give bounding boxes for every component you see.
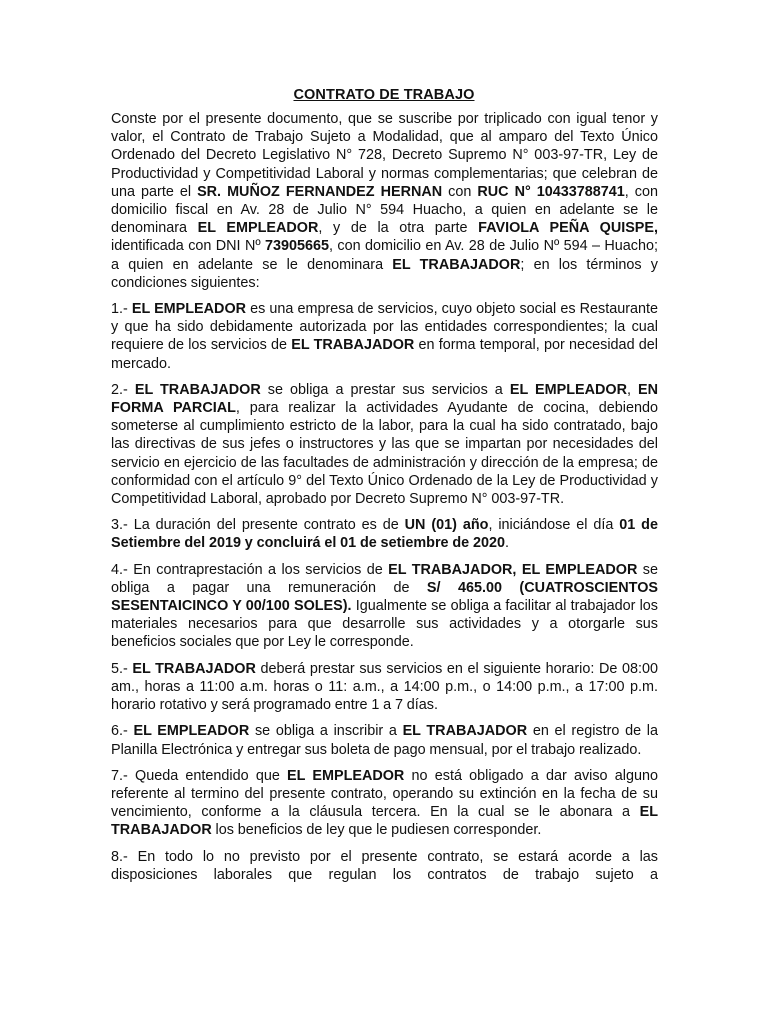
bold-text: EL TRABAJADOR [111, 804, 658, 839]
bold-text: EL TRABAJADOR, EL EMPLEADOR [388, 561, 638, 578]
bold-text: EL TRABAJADOR [392, 256, 521, 273]
text-run: , [626, 381, 639, 398]
text-run: 7.- Queda entendido que [111, 767, 288, 784]
text-run: 6.- [111, 723, 134, 740]
text-run: , y de la otra parte [318, 220, 479, 237]
text-run: Igualmente se obliga a facilitar al trabajador los materiales necesarios para que desarrolle sus actividades y a otorgarle sus beneficios sociales que por Ley le corresponde. [111, 598, 658, 651]
text-run: 3.- La duración del presente contrato es de [111, 517, 405, 534]
contract-clause-7 [111, 767, 658, 840]
text-run: 4.- En contraprestación a los servicios de [111, 561, 389, 578]
text-run: se obliga a inscribir a [249, 723, 403, 740]
bold-text: EN FORMA PARCIAL [111, 381, 659, 417]
text-run: 2.- [111, 381, 135, 398]
text-run: ; en los términos y condiciones siguientes: [111, 256, 658, 291]
contract-clause-1 [111, 300, 658, 373]
text-run: identificada con DNI Nº [111, 238, 265, 255]
bold-text: EL EMPLEADOR [509, 381, 627, 398]
contract-clause-6 [111, 722, 658, 758]
bold-text: EL EMPLEADOR [287, 767, 405, 784]
bold-text: RUC N° 10433788741 [477, 183, 625, 200]
contract-clause-3 [111, 516, 658, 552]
text-run: , con domicilio fiscal en Av. 28 de Julio N° 594 Huacho, a quien en adelante se le denominara [111, 183, 658, 237]
text-run: con [442, 183, 478, 200]
bold-text: EL TRABAJADOR [291, 337, 415, 354]
text-run: no está obligado a dar aviso alguno referente al termino del presente contrato, operando su extinción en la fecha de su vencimiento, conforme a la cláusula tercera. En la cual se le abonara a [111, 767, 658, 821]
text-run: 1.- [111, 301, 132, 318]
contract-clause-2 [111, 381, 658, 508]
bold-text: EL EMPLEADOR [197, 220, 319, 237]
text-run: , iniciándose el día [488, 517, 620, 534]
text-run: los beneficios de ley que le pudiesen corresponder. [211, 822, 542, 839]
bold-text: EL TRABAJADOR [134, 381, 261, 398]
text-run: 5.- [111, 660, 133, 677]
bold-text: FAVIOLA PEÑA QUISPE, [478, 220, 659, 237]
contract-clause-5 [111, 660, 658, 715]
page-title: CONTRATO DE TRABAJO [293, 87, 475, 103]
bold-text: SR. MUÑOZ FERNANDEZ HERNAN [197, 183, 443, 200]
bold-text: 73905665 [264, 238, 330, 255]
contract-preamble [111, 110, 658, 292]
text-run: . [504, 535, 509, 552]
bold-text: EL EMPLEADOR [133, 723, 250, 740]
contract-clause-4 [111, 561, 658, 652]
text-run: en forma temporal, por necesidad del mercado. [111, 337, 658, 372]
bold-text: UN (01) año [404, 517, 489, 534]
bold-text: EL TRABAJADOR [132, 660, 256, 677]
contract-body [111, 110, 658, 892]
text-run: , para realizar la actividades Ayudante de cocina, debiendo someterse al cumplimiento estricto de la labor, para la cual ha sido contratado, bajo las directivas de sus jefes o instructores y las que se impartan por necesidades del servicio en ejercicio de las facultades de administración y dirección de la empresa; de conformidad con el artículo 9° del Texto Único Ordenado de la Ley de Productividad y Competitividad Laboral, aprobado por Decreto Supremo N° 003-97-TR. [111, 400, 658, 508]
text-run: deberá prestar sus servicios en el siguiente horario: De 08:00 am., horas a 11:00 a.m. horas o 11: a.m., a 14:00 p.m., o 14:00 p.m., a 17:00 p.m. horario rotativo y será programado entre 1 a 7 días. [111, 660, 658, 714]
text-run: se obliga a pagar una remuneración de [111, 561, 658, 596]
text-run: Conste por el presente documento, que se suscribe por triplicado con igual tenor y valor, el Contrato de Trabajo Sujeto a Modalidad, que al amparo del Texto Único Ordenado del Decreto Legislativo N° 728, Decreto Supremo N° 003-97-TR, Ley de Productividad y Competitividad Laboral y normas complementarias; que celebran de una parte el [111, 111, 658, 200]
bold-text: S/ 465.00 (CUATROSCIENTOS SESENTAICINCO Y 00/100 SOLES). [111, 579, 658, 615]
text-run: 8.- En todo lo no previsto por el presente contrato, se estará acorde a las disposiciones laborales que regulan los contratos de trabajo sujeto a [111, 848, 658, 883]
text-run: , con domicilio en Av. 28 de Julio Nº 594 – Huacho; a quien en adelante se le denominara [111, 238, 658, 273]
contract-clause-8 [111, 848, 658, 884]
bold-text: EL TRABAJADOR [402, 723, 528, 740]
bold-text: EL EMPLEADOR [131, 301, 247, 318]
text-run: se obliga a prestar sus servicios a [260, 381, 510, 398]
text-run: es una empresa de servicios, cuyo objeto social es Restaurante y que ha sido debidamente autorizada por las entidades correspondientes; la cual requiere de los servicios de [111, 301, 658, 354]
bold-text: 01 de Setiembre del 2019 y concluirá el 01 de setiembre de 2020 [111, 517, 658, 552]
text-run: en el registro de la Planilla Electrónica y entregar sus boleta de pago mensual, por el trabajo realizado. [111, 723, 658, 758]
